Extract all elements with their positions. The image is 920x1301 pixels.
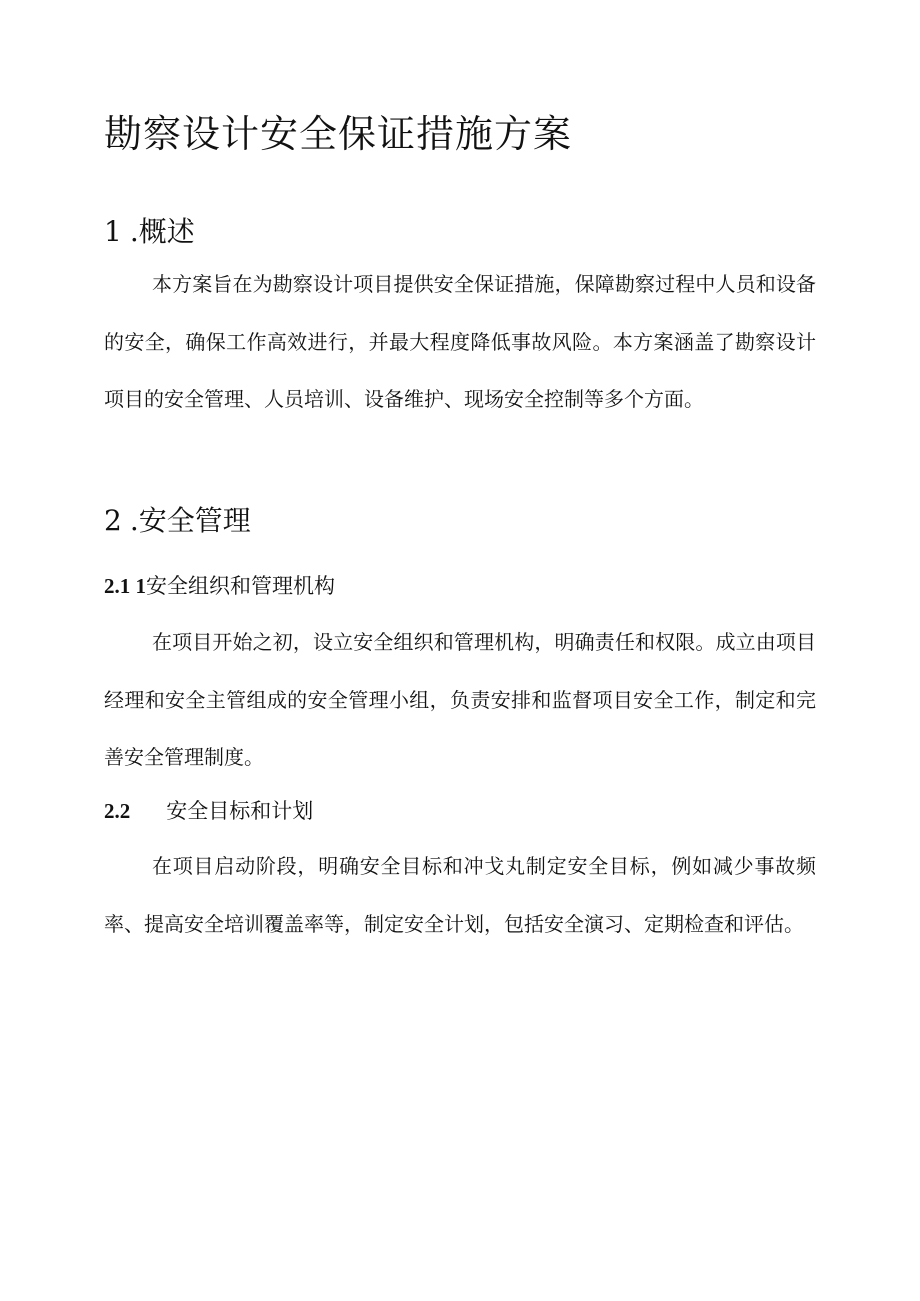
subsection-2-2-paragraph: 在项目启动阶段，明确安全目标和冲戈丸制定安全目标，例如减少事故频率、提高安全培训覆盖率等，制定安全计划，包括安全演习、定期检查和评估。 (104, 854, 816, 936)
subsection-2-1-number: 2.1 1 (104, 574, 146, 598)
section-2-title: .安全管理 (129, 504, 251, 537)
subsection-2-2-title: 安全目标和计划 (166, 799, 314, 823)
subsection-2-2-number: 2.2 (104, 799, 131, 823)
section-1-heading (104, 212, 195, 252)
section-1-paragraph: 本方案旨在为勘察设计项目提供安全保证措施，保障勘察过程中人员和设备的安全，确保工作高效进行，并最大程度降低事故风险。本方案涵盖了勘察设计项目的安全管理、人员培训、设备维护、现场安全控制等多个方面。 (104, 272, 816, 411)
document-title: 勘察设计安全保证措施方案 (104, 112, 573, 156)
subsection-2-1-title: 安全组织和管理机构 (146, 574, 335, 598)
subsection-2-1-paragraph: 在项目开始之初，设立安全组织和管理机构，明确责任和权限。成立由项目经理和安全主管组成的安全管理小组，负责安排和监督项目安全工作，制定和完善安全管理制度。 (104, 630, 816, 769)
subsection-2-1-heading (104, 571, 335, 601)
section-2-heading (104, 501, 251, 541)
section-1-number: 1 (104, 215, 122, 248)
subsection-2-2-heading (104, 796, 313, 826)
section-2-number: 2 (104, 504, 122, 537)
section-1-title: .概述 (129, 215, 195, 248)
